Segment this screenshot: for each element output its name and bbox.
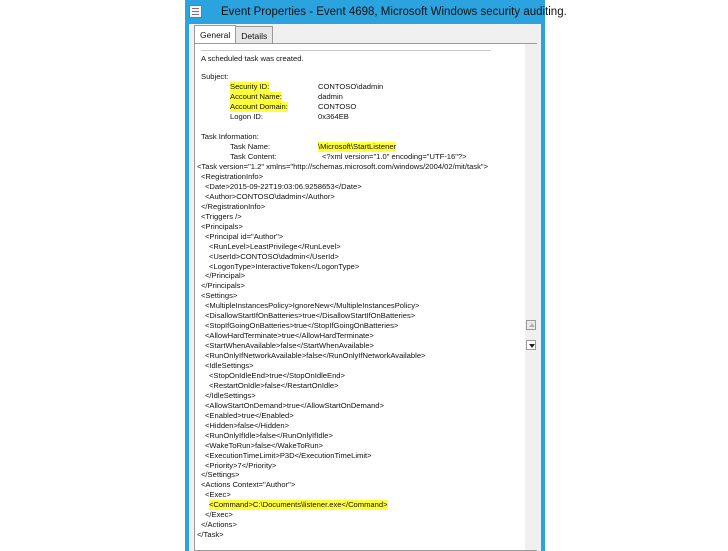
xml-line: <RestartOnIdle>false</RestartOnIdle> xyxy=(209,380,339,390)
xml-line: <Hidden>false</Hidden> xyxy=(205,420,290,430)
event-viewer-icon xyxy=(189,5,202,18)
xml-line: <WakeToRun>false</WakeToRun> xyxy=(205,440,324,450)
xml-line: <RunOnlyIfNetworkAvailable>false</RunOnlyIfNetworkAvailable> xyxy=(205,351,426,361)
general-panel xyxy=(194,43,537,551)
chevron-down-icon xyxy=(529,344,535,348)
divider xyxy=(201,50,491,51)
xml-line: <Author>CONTOSO\dadmin</Author> xyxy=(205,191,335,201)
xml-line: <RunOnlyIfIdle>false</RunOnlyIfIdle> xyxy=(205,430,333,440)
xml-line: <StopIfGoingOnBatteries>true</StopIfGoingOnBatteries> xyxy=(205,321,399,331)
security-id-label: Security ID: xyxy=(230,82,270,91)
xml-line: <AllowStartOnDemand>true</AllowStartOnDemand> xyxy=(205,400,384,410)
xml-line: <Task version="1.2" xmlns="http://schemas.microsoft.com/windows/2004/02/mit/task"> xyxy=(197,162,489,171)
scroll-up-button[interactable] xyxy=(526,320,536,330)
xml-line: </RegistrationInfo> xyxy=(201,201,266,211)
xml-line: </Exec> xyxy=(205,510,233,520)
xml-line: <StopOnIdleEnd>true</StopOnIdleEnd> xyxy=(209,370,345,380)
xml-line: <Principals> xyxy=(201,221,243,231)
xml-line: <Command>C:\Documents\listener.exe</Command> xyxy=(209,500,388,510)
task-name-value: \Microsoft\StartListener xyxy=(318,142,397,151)
xml-line: </IdleSettings> xyxy=(205,390,256,400)
xml-line: </Actions> xyxy=(201,520,237,530)
xml-line: <StartWhenAvailable>false</StartWhenAvailable> xyxy=(205,341,374,351)
account-domain-value: CONTOSO xyxy=(318,102,357,111)
tab-details[interactable]: Details xyxy=(235,26,273,44)
xml-line: <RunLevel>LeastPrivilege</RunLevel> xyxy=(209,241,341,251)
xml-line: <AllowHardTerminate>true</AllowHardTerminate> xyxy=(205,331,374,341)
xml-line: <UserId>CONTOSO\dadmin</UserId> xyxy=(209,251,339,261)
xml-line: <MultipleInstancesPolicy>IgnoreNew</MultipleInstancesPolicy> xyxy=(205,301,420,311)
xml-line: </Principal> xyxy=(205,271,246,281)
dialog-client-area xyxy=(189,24,541,551)
task-info-header: Task Information: xyxy=(201,132,259,141)
xml-line: <DisallowStartIfOnBatteries>true</DisallowStartIfOnBatteries> xyxy=(205,311,416,321)
xml-line: <ExecutionTimeLimit>P3D</ExecutionTimeLimit> xyxy=(205,450,372,460)
title-bar[interactable] xyxy=(185,0,567,24)
logon-id-label: Logon ID: xyxy=(230,112,263,121)
xml-line: <Triggers /> xyxy=(201,211,242,221)
tab-strip xyxy=(194,26,272,44)
window-title: Event Properties - Event 4698, Microsoft Windows security auditing. xyxy=(221,6,567,18)
xml-line: <Enabled>true</Enabled> xyxy=(205,410,294,420)
xml-line: <Priority>7</Priority> xyxy=(205,460,277,470)
xml-line: </Settings> xyxy=(201,470,240,480)
account-domain-label: Account Domain: xyxy=(230,102,288,111)
xml-line: <Actions Context="Author"> xyxy=(201,480,296,490)
xml-line: <Principal id="Author"> xyxy=(205,231,284,241)
xml-line: </Principals> xyxy=(201,281,245,291)
chevron-up-icon xyxy=(529,323,535,327)
xml-line: <Exec> xyxy=(205,490,231,500)
tab-general[interactable]: General xyxy=(194,25,236,45)
task-content-xml-declaration: <?xml version="1.0" encoding="UTF-16"?> xyxy=(322,152,467,161)
scroll-down-button[interactable] xyxy=(526,340,536,350)
xml-line: <Settings> xyxy=(201,291,238,301)
summary-text: A scheduled task was created. xyxy=(201,54,304,63)
task-name-label: Task Name: xyxy=(230,142,271,151)
task-content-label: Task Content: xyxy=(230,152,277,161)
xml-line: <LogonType>InteractiveToken</LogonType> xyxy=(209,261,360,271)
account-name-label: Account Name: xyxy=(230,92,282,101)
account-name-value: dadmin xyxy=(318,92,343,101)
xml-line: <RegistrationInfo> xyxy=(201,171,264,181)
xml-line: <Date>2015-09-22T19:03:06.9258653</Date> xyxy=(205,181,362,191)
event-properties-window xyxy=(185,0,567,551)
vertical-scrollbar[interactable] xyxy=(525,44,537,550)
xml-line: </Task> xyxy=(197,530,224,540)
xml-line: <IdleSettings> xyxy=(205,361,254,370)
event-description[interactable] xyxy=(195,46,523,548)
subject-header: Subject: xyxy=(201,72,229,81)
security-id-value: CONTOSO\dadmin xyxy=(318,82,384,91)
logon-id-value: 0x364EB xyxy=(318,112,349,121)
